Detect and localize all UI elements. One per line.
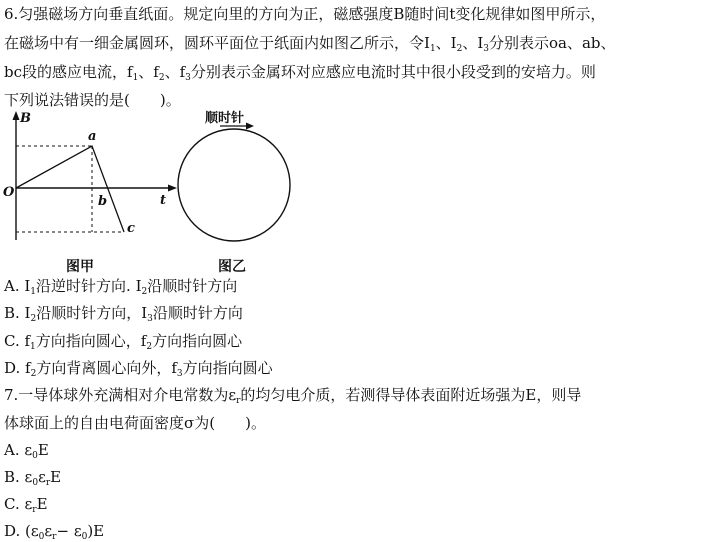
sub: 1 [132,73,139,83]
figure-jia [0,108,185,258]
sub: 0 [32,451,38,461]
text: C. ε [4,495,33,513]
sub: 2 [30,369,37,379]
metal-ring [178,129,290,241]
q6-option-c [4,331,242,351]
label-c: c [127,221,135,236]
text: 沿顺时针方向 [147,277,238,295]
text: 、f [138,63,159,81]
sub: 3 [185,73,191,83]
sub: 1 [429,44,436,54]
text: 的均匀电介质，若测得导体表面附近场强为E，则导 [240,386,582,404]
sub: r [236,396,241,406]
q6-line-2 [4,33,616,53]
q6-option-d [4,358,273,378]
text: E [37,441,49,459]
text: bc段的感应电流，f [4,63,133,81]
text: D. (ε [4,522,39,540]
text: 方向指向圆心 [182,359,273,377]
q7-option-a [4,440,49,460]
sub: 3 [483,44,490,54]
clockwise-arrow-head [246,123,254,130]
q6-option-b [4,303,243,323]
text: 方向背离圆心向外，f [36,359,177,377]
text: 分别表示oa、ab、 [489,34,616,52]
sub: 0 [32,478,39,488]
sub: r [52,532,57,542]
q7-option-d [4,521,104,541]
text: E [36,495,48,513]
text: − ε [56,522,82,540]
q7-option-c [4,494,48,514]
clockwise-label: 顺时针 [205,111,245,126]
text: B. ε [4,468,33,486]
text: B. I [4,304,31,322]
sub: 2 [146,342,153,352]
b-curve [16,146,124,232]
text: 7.一导体球外充满相对介电常数为ε [4,386,237,404]
q7-option-b [4,467,61,487]
sub: 0 [81,532,88,542]
q7-line-1 [4,385,581,405]
text: )E [87,522,105,540]
text: D. f [4,359,31,377]
text: E [50,468,62,486]
text: 分别表示金属环对应感应电流时其中很小段受到的安培力。则 [190,63,596,81]
text: A. I [4,277,31,295]
sub: 2 [141,287,148,297]
q6-option-a [4,276,237,296]
text: 、I [435,34,457,52]
text: ε [44,522,53,540]
text: ε [38,468,46,486]
label-B: B [20,111,31,126]
sub: 3 [147,314,153,324]
text: 方向指向圆心，f [35,332,147,350]
figure-jia-caption: 图甲 [66,259,94,275]
q6-line-4: 下列说法错误的是( )。 [4,91,181,109]
label-a: a [88,129,97,144]
text: 方向指向圆心 [152,332,243,350]
sub: 2 [30,314,37,324]
text: C. f [4,332,31,350]
figure-yi-caption: 图乙 [218,259,246,275]
sub: r [32,505,37,515]
text: A. ε [4,441,33,459]
label-t: t [160,193,167,208]
q6-line-3 [4,62,596,82]
text: 沿顺时针方向，I [36,304,148,322]
sub: 0 [38,532,45,542]
text: 沿逆时针方向. I [36,277,142,295]
q7-line-2: 体球面上的自由电荷面密度σ为( )。 [4,414,266,432]
q6-line-1: 6.匀强磁场方向垂直纸面。规定向里的方向为正，磁感强度B随时间t变化规律如图甲所示， [4,5,606,23]
text: 沿顺时针方向 [152,304,243,322]
text: 、f [164,63,186,81]
sub: 2 [158,73,165,83]
sub: 3 [176,369,183,379]
sub: 2 [456,44,463,54]
label-b: b [98,194,108,209]
sub: r [45,478,51,488]
sub: 1 [30,342,36,352]
label-O: O [3,185,15,200]
sub: 1 [30,287,37,297]
text: 在磁场中有一细金属圆环，圆环平面位于纸面内如图乙所示，令I [4,34,430,52]
y-axis-arrow [13,111,20,120]
text: 、I [462,34,484,52]
figure-yi [172,106,302,251]
